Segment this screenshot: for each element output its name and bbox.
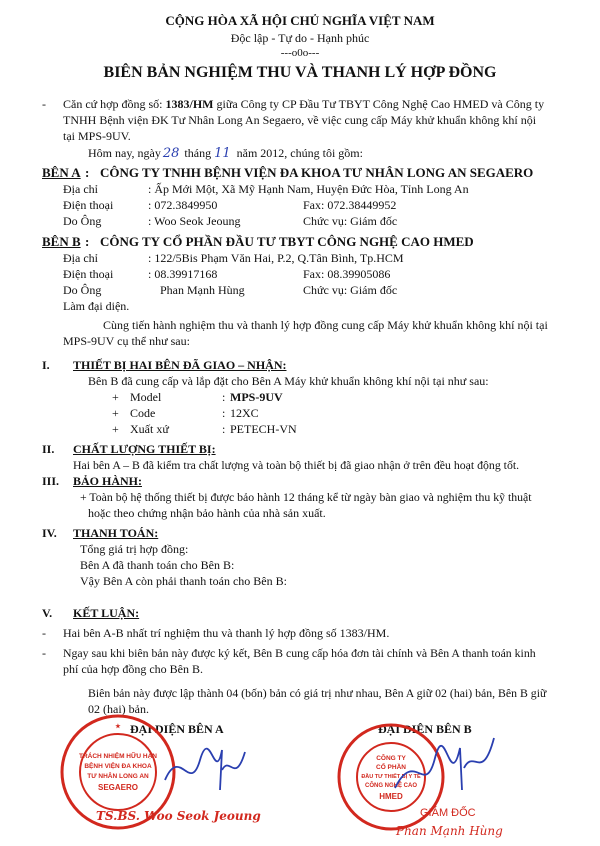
- section-3-number: III.: [42, 474, 60, 488]
- item-label-code: Code: [130, 406, 156, 420]
- section-1-desc: Bên B đã cung cấp và lắp đặt cho Bên A Máy khử khuẩn không khí nội tại như sau:: [88, 374, 489, 388]
- party-b-address: : 122/5Bis Phạm Văn Hai, P.2, Q.Tân Bình, Tp.HCM: [148, 251, 404, 265]
- section-3-line-2: hoặc theo chứng nhận bảo hành của nhà sản xuất.: [88, 506, 326, 520]
- contract-number: 1383/HM: [165, 97, 214, 111]
- party-a-position: Chức vụ: Giám đốc: [303, 214, 398, 228]
- payment-paid: Bên A đã thanh toán cho Bên B:: [80, 558, 235, 572]
- conclusion-bullet: -: [42, 646, 46, 660]
- section-3-line-1: + Toàn bộ hệ thống thiết bị được bảo hành 12 tháng kể từ ngày bàn giao và nghiệm thu kỹ thuật: [80, 490, 532, 504]
- party-a-fax: Fax: 072.38449952: [303, 198, 397, 212]
- section-2-text: Hai bên A – B đã kiểm tra chất lượng và toàn bộ thiết bị đã giao nhận ở trên đều hoạt động tốt.: [73, 458, 520, 472]
- stamp-a-line: TRÁCH NHIỆM HỮU HẠN: [79, 753, 157, 760]
- party-b-phone-label: Điện thoại: [63, 267, 114, 281]
- basis-bullet: -: [42, 97, 46, 111]
- section-2-title: CHẤT LƯỢNG THIẾT BỊ:: [73, 442, 216, 456]
- party-b-colon: :: [85, 234, 90, 249]
- party-a-address-label: Địa chỉ: [63, 182, 98, 196]
- signer-name-a: TS.BS. Woo Seok Jeoung: [96, 809, 261, 823]
- stamp-b-line: CÔNG NGHỆ CAO: [364, 783, 418, 789]
- basis-line1-rest: giữa Công ty CP Đầu Tư TBYT Công Nghệ Cao HMED và Công ty: [216, 97, 545, 111]
- item-colon: :: [222, 406, 226, 420]
- stamp-a-line: SEGAERO: [97, 783, 139, 792]
- party-a-name: CÔNG TY TNHH BỆNH VIỆN ĐA KHOA TƯ NHÂN LONG AN SEGAERO: [100, 165, 534, 180]
- svg-text:★: ★: [115, 724, 121, 730]
- stamp-b-line: CỔ PHẦN: [376, 764, 406, 771]
- conclusion-item-2-line-2: phí của hợp đồng cho Bên B.: [63, 662, 203, 676]
- document-title: BIÊN BẢN NGHIỆM THU VÀ THANH LÝ HỢP ĐỒNG: [103, 64, 497, 81]
- item-value-model: MPS-9UV: [230, 390, 283, 404]
- conclusion-bullet: -: [42, 626, 46, 640]
- party-b-rep-label: Do Ông: [63, 283, 102, 297]
- section-1-number: I.: [42, 358, 50, 372]
- stamp-a-line: TƯ NHÂN LONG AN: [87, 773, 149, 780]
- country-header: CỘNG HÒA XÃ HỘI CHỦ NGHĨA VIỆT NAM: [165, 13, 435, 28]
- year-part: năm 2012, chúng tôi gồm:: [236, 146, 363, 160]
- signer-role-b: GIÁM ĐỐC: [420, 807, 476, 819]
- payment-total: Tổng giá trị hợp đồng:: [80, 542, 189, 556]
- month-label: tháng: [184, 146, 212, 160]
- basis-line-2: TNHH Bệnh viện ĐK Tư Nhân Long An Segaero, về việc cung cấp Máy khử khuẩn không khí nội: [63, 113, 537, 127]
- signature-scribble-a: [160, 740, 250, 800]
- section-4-number: IV.: [42, 526, 57, 540]
- stamp-a-line: BỆNH VIỆN ĐA KHOA: [84, 763, 152, 770]
- closing-line-1: Biên bản này được lập thành 04 (bốn) bản có giá trị như nhau, Bên A giữ 02 (hai) bản, Bên B giữ: [88, 686, 547, 700]
- party-b-name: CÔNG TY CỔ PHẦN ĐẦU TƯ TBYT CÔNG NGHỆ CAO HMED: [100, 234, 474, 249]
- handwritten-month: 11: [214, 146, 231, 161]
- party-a-rep-label: Do Ông: [63, 214, 102, 228]
- signature-scribble-b: [390, 728, 500, 808]
- party-a-label: BÊN A: [42, 165, 81, 180]
- stamp-b-line: HMED: [379, 792, 403, 801]
- motto: Độc lập - Tự do - Hạnh phúc: [230, 31, 370, 45]
- party-a-phone: : 072.3849950: [148, 198, 218, 212]
- item-label-origin: Xuất xứ: [130, 422, 169, 436]
- item-value-origin: PETECH-VN: [230, 422, 297, 436]
- separator: ---o0o---: [280, 47, 320, 59]
- item-bullet: +: [112, 422, 119, 436]
- section-4-title: THANH TOÁN:: [73, 526, 159, 540]
- party-a-rep: : Woo Seok Jeoung: [148, 214, 241, 228]
- section-5-title: KẾT LUẬN:: [73, 606, 140, 620]
- item-colon: :: [222, 390, 226, 404]
- handwritten-day: 28: [162, 146, 180, 161]
- intro-line-2: MPS-9UV cụ thể như sau:: [63, 334, 190, 348]
- party-b-label: BÊN B: [42, 234, 81, 249]
- signer-name-b: Phan Mạnh Hùng: [396, 824, 503, 838]
- party-b-fax: Fax: 08.39905086: [303, 267, 391, 281]
- stamp-b-line: ĐẦU TƯ THIẾT BỊ Y TẾ: [361, 774, 421, 780]
- section-5-number: V.: [42, 606, 53, 620]
- stamp-b-line: CÔNG TY: [376, 755, 406, 762]
- item-label-model: Model: [130, 390, 162, 404]
- item-colon: :: [222, 422, 226, 436]
- signature-title-a: ĐẠI DIỆN BÊN A: [130, 722, 224, 736]
- party-a-address: : Ấp Mới Một, Xã Mỹ Hạnh Nam, Huyện Đức Hòa, Tỉnh Long An: [148, 182, 469, 196]
- item-bullet: +: [112, 406, 119, 420]
- section-2-number: II.: [42, 442, 55, 456]
- date-line: [88, 146, 363, 161]
- basis-line-3: tại MPS-9UV.: [63, 129, 131, 143]
- conclusion-item-1: Hai bên A-B nhất trí nghiệm thu và thanh lý hợp đồng số 1383/HM.: [63, 626, 390, 640]
- intro-line-1: Cùng tiến hành nghiệm thu và thanh lý hợp đồng cung cấp Máy khử khuẩn không khí nội tại: [103, 318, 548, 332]
- section-1-title: THIẾT BỊ HAI BÊN ĐÃ GIAO – NHẬN:: [73, 358, 287, 372]
- section-3-title: BẢO HÀNH:: [73, 474, 142, 488]
- party-b-rep: Phan Mạnh Hùng: [160, 283, 245, 297]
- party-b-position: Chức vụ: Giám đốc: [303, 283, 398, 297]
- party-b-phone: : 08.39917168: [148, 267, 218, 281]
- basis-line-1: [63, 97, 544, 111]
- representative-note: Làm đại diện.: [63, 299, 130, 313]
- payment-remaining: Vậy Bên A còn phải thanh toán cho Bên B:: [80, 574, 287, 588]
- conclusion-item-2-line-1: Ngay sau khi biên bản này được ký kết, Bên B cung cấp hóa đơn tài chính và Bên A thanh toán kinh: [63, 646, 536, 660]
- basis-prefix: Căn cứ hợp đồng số:: [63, 97, 163, 111]
- item-value-code: 12XC: [230, 406, 259, 420]
- signature-title-b: ĐẠI DIỆN BÊN B: [378, 722, 472, 736]
- party-a-phone-label: Điện thoại: [63, 198, 114, 212]
- party-a-colon: :: [85, 165, 90, 180]
- date-prefix: Hôm nay, ngày: [88, 146, 161, 160]
- item-bullet: +: [112, 390, 119, 404]
- party-b-address-label: Địa chỉ: [63, 251, 98, 265]
- closing-line-2: 02 (hai) bản.: [88, 702, 149, 716]
